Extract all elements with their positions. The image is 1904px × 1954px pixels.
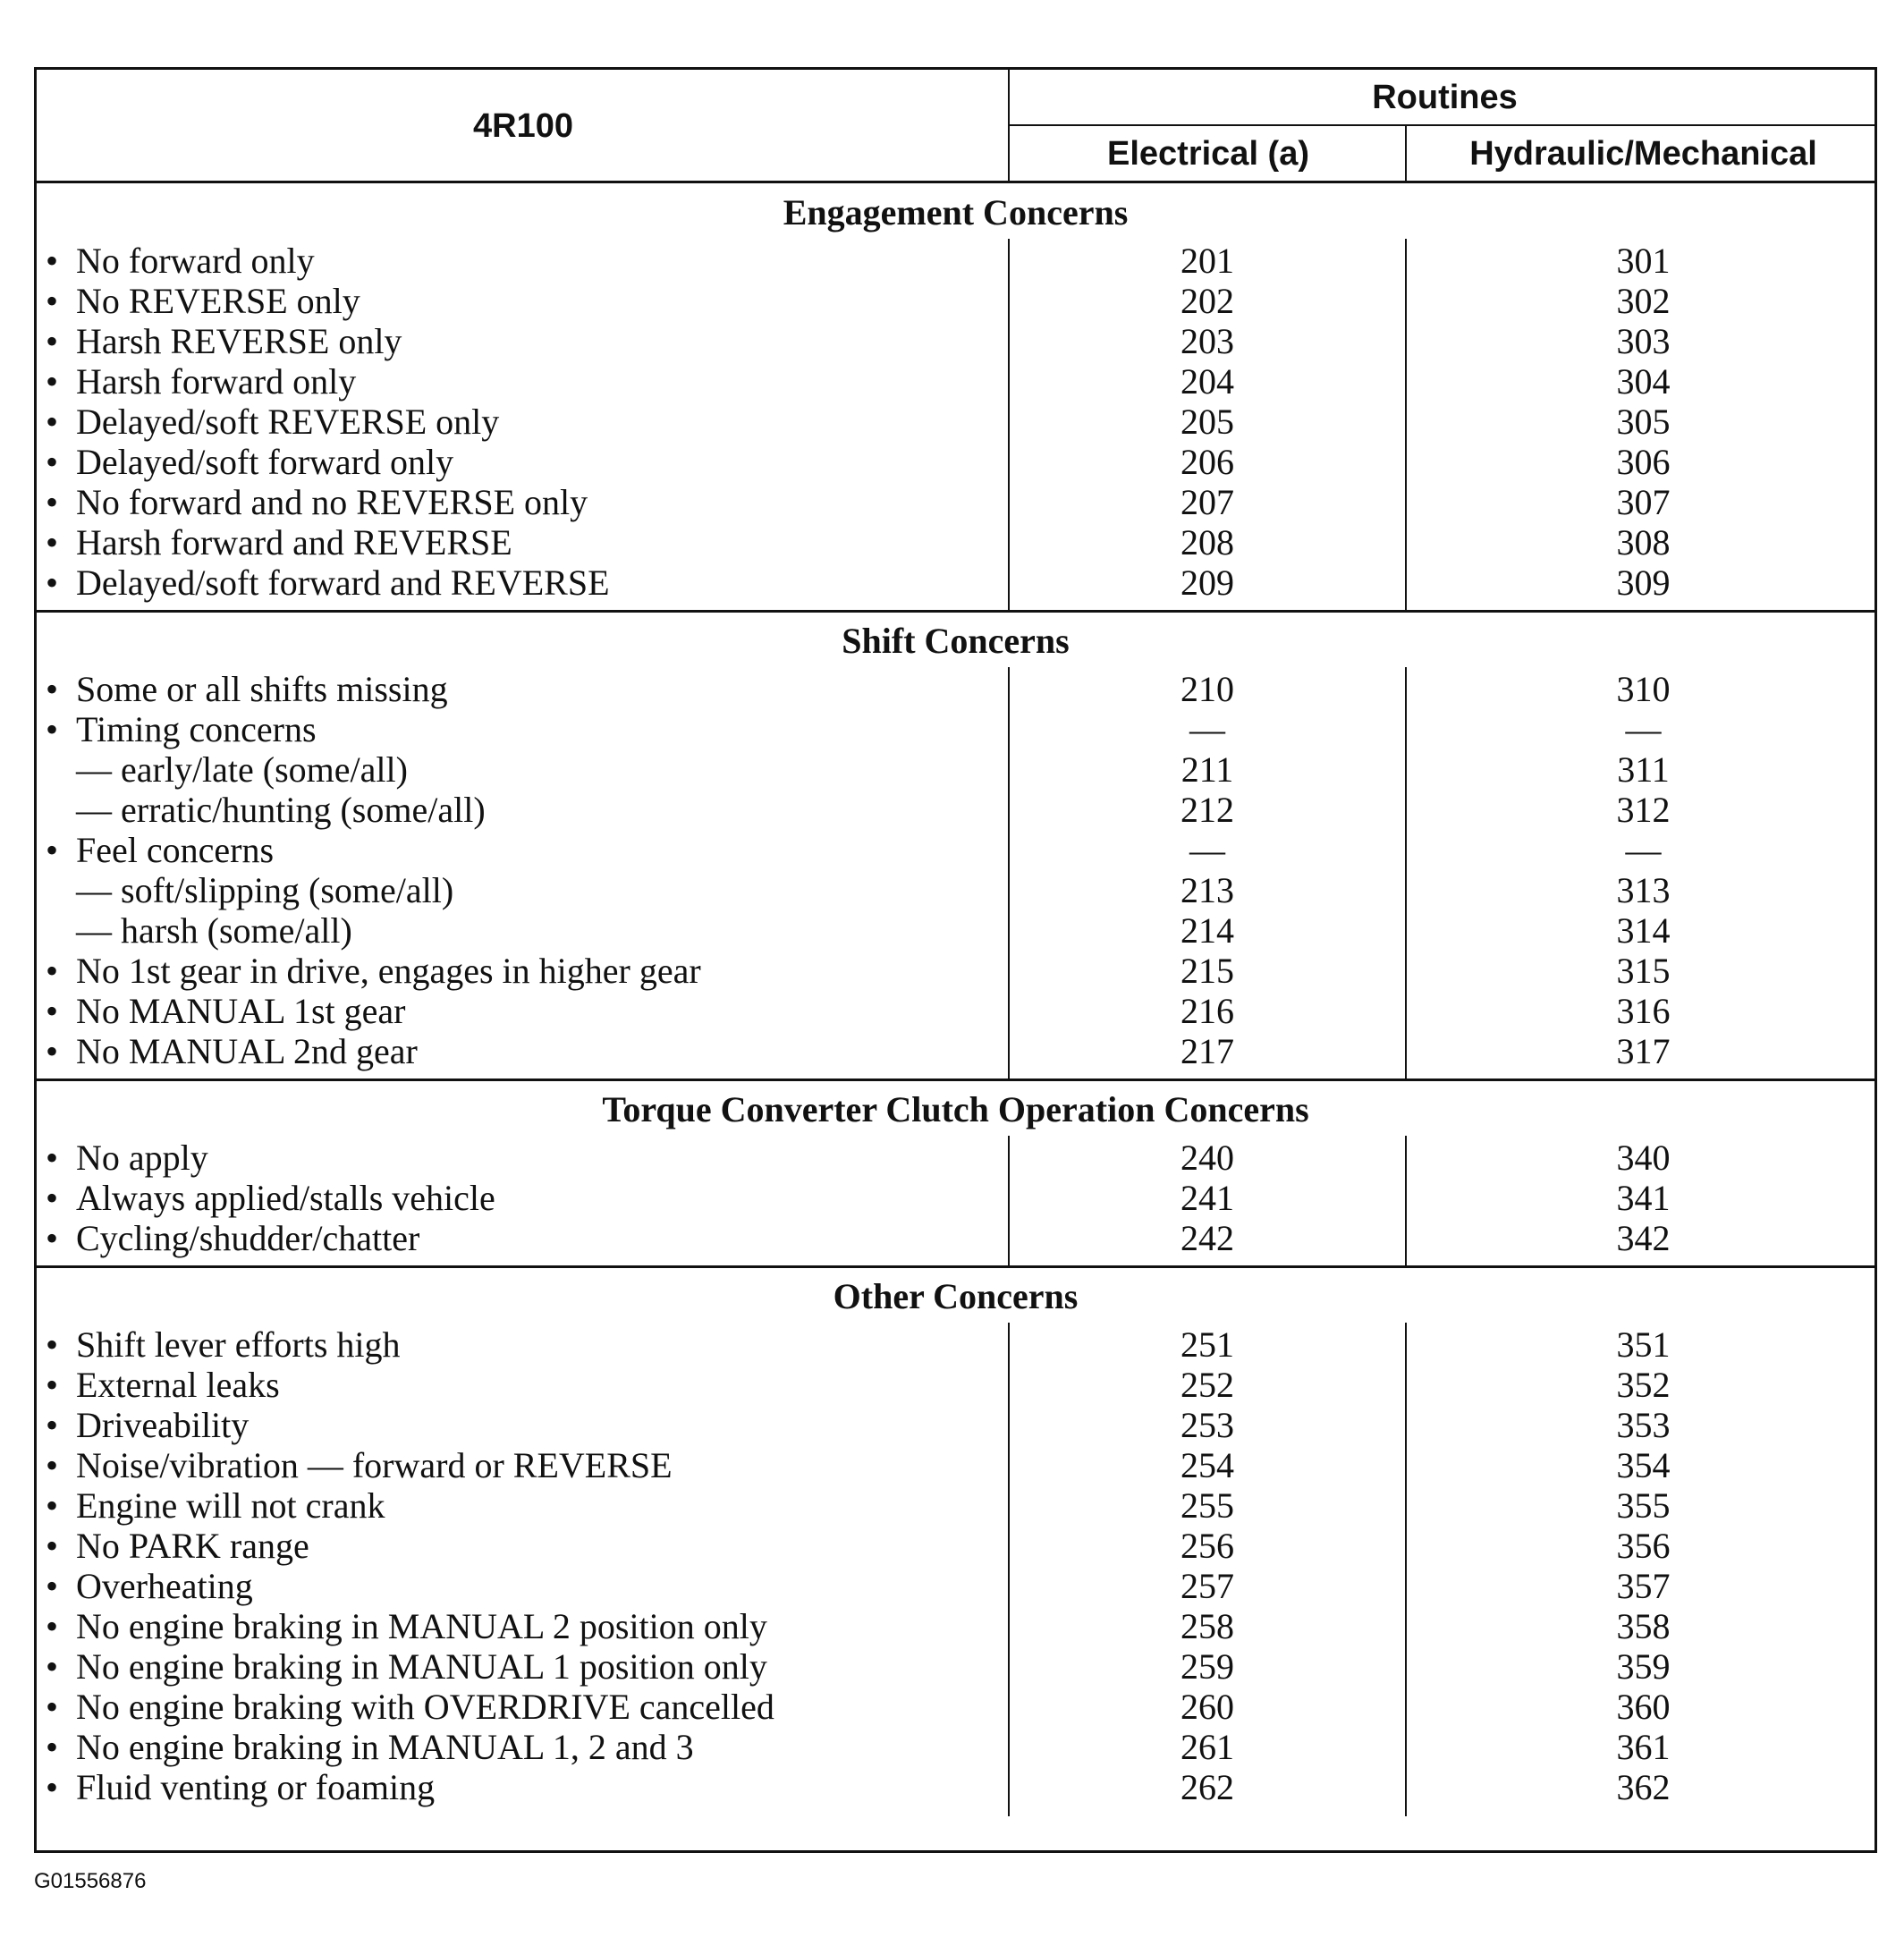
concern-label bbox=[46, 830, 274, 870]
concern-text: No engine braking in MANUAL 2 position only bbox=[76, 1606, 767, 1646]
section-rows bbox=[37, 1324, 1874, 1807]
electrical-routine: 210 bbox=[1180, 669, 1234, 709]
hydraulic-routine: 306 bbox=[1616, 442, 1671, 482]
bullet-icon: • bbox=[46, 1727, 59, 1767]
concern-label bbox=[46, 241, 315, 281]
hydraulic-routine: 302 bbox=[1616, 281, 1671, 321]
routines-header bbox=[1010, 70, 1880, 126]
electrical-routine: 203 bbox=[1180, 321, 1234, 361]
electrical-routine: 215 bbox=[1180, 951, 1234, 991]
concern-text: Overheating bbox=[76, 1566, 253, 1606]
bullet-icon: • bbox=[46, 482, 59, 522]
hydraulic-label: Hydraulic/Mechanical bbox=[1469, 135, 1817, 173]
hydraulic-routine: 309 bbox=[1616, 563, 1671, 603]
sub-concern-label bbox=[76, 910, 352, 951]
concern-text: Timing concerns bbox=[76, 709, 317, 749]
concern-label bbox=[46, 1365, 280, 1405]
concern-text: — erratic/hunting (some/all) bbox=[76, 790, 486, 830]
electrical-routine: 201 bbox=[1180, 241, 1234, 281]
table-row bbox=[37, 1727, 1874, 1767]
table-row bbox=[37, 522, 1874, 563]
bullet-icon: • bbox=[46, 1566, 59, 1606]
bullet-icon: • bbox=[46, 442, 59, 482]
concern-label bbox=[46, 1138, 208, 1178]
hydraulic-routine: 354 bbox=[1616, 1445, 1671, 1485]
electrical-routine: 214 bbox=[1180, 910, 1234, 951]
concern-text: Always applied/stalls vehicle bbox=[76, 1178, 495, 1218]
bullet-icon: • bbox=[46, 1606, 59, 1646]
electrical-routine: 216 bbox=[1180, 991, 1234, 1031]
bullet-icon: • bbox=[46, 1365, 59, 1405]
table-row bbox=[37, 709, 1874, 749]
electrical-routine: 256 bbox=[1180, 1526, 1234, 1566]
concern-label bbox=[46, 482, 588, 522]
electrical-routine: 254 bbox=[1180, 1445, 1234, 1485]
hydraulic-routine: 351 bbox=[1616, 1324, 1671, 1365]
electrical-routine: 240 bbox=[1180, 1138, 1234, 1178]
table-row bbox=[37, 1031, 1874, 1071]
bullet-icon: • bbox=[46, 951, 59, 991]
section-1 bbox=[37, 183, 1874, 612]
concern-text: Harsh forward and REVERSE bbox=[76, 522, 512, 563]
bullet-icon: • bbox=[46, 402, 59, 442]
bullet-icon: • bbox=[46, 563, 59, 603]
bullet-icon: • bbox=[46, 1218, 59, 1258]
concern-label bbox=[46, 361, 356, 402]
hydraulic-routine: 353 bbox=[1616, 1405, 1671, 1445]
section-title: Torque Converter Clutch Operation Concerns bbox=[602, 1088, 1309, 1129]
concern-label bbox=[46, 951, 701, 991]
hydraulic-routine: 352 bbox=[1616, 1365, 1671, 1405]
concern-label bbox=[46, 522, 512, 563]
section-3 bbox=[37, 1080, 1874, 1267]
electrical-routine: 204 bbox=[1180, 361, 1234, 402]
sub-concern-label bbox=[76, 790, 486, 830]
hydraulic-routine: 356 bbox=[1616, 1526, 1671, 1566]
concern-label bbox=[46, 1218, 419, 1258]
concern-label bbox=[46, 1405, 249, 1445]
hydraulic-routine: 362 bbox=[1616, 1767, 1671, 1807]
table-row bbox=[37, 1445, 1874, 1485]
model-name: 4R100 bbox=[473, 106, 573, 145]
concern-text: Cycling/shudder/chatter bbox=[76, 1218, 420, 1258]
concern-label bbox=[46, 442, 453, 482]
bullet-icon: • bbox=[46, 1485, 59, 1526]
electrical-routine: 207 bbox=[1180, 482, 1234, 522]
diagnostic-routines-table bbox=[34, 67, 1877, 1853]
section-rows bbox=[37, 669, 1874, 1071]
table-row bbox=[37, 281, 1874, 321]
concern-text: No 1st gear in drive, engages in higher gear bbox=[76, 951, 701, 991]
table-row bbox=[37, 1606, 1874, 1646]
concern-label bbox=[46, 1727, 694, 1767]
bullet-icon: • bbox=[46, 1445, 59, 1485]
bullet-icon: • bbox=[46, 1324, 59, 1365]
electrical-header bbox=[1010, 126, 1407, 182]
hydraulic-routine: 359 bbox=[1616, 1646, 1671, 1687]
table-row bbox=[37, 563, 1874, 603]
hydraulic-routine: 313 bbox=[1616, 870, 1671, 910]
concern-text: Delayed/soft REVERSE only bbox=[76, 402, 500, 442]
electrical-routine: 202 bbox=[1180, 281, 1234, 321]
electrical-routine: — bbox=[1189, 709, 1225, 749]
concern-label bbox=[46, 1767, 435, 1807]
table-row bbox=[37, 241, 1874, 281]
concern-text: Driveability bbox=[76, 1405, 250, 1445]
hydraulic-routine: 317 bbox=[1616, 1031, 1671, 1071]
hydraulic-routine: 303 bbox=[1616, 321, 1671, 361]
electrical-routine: 205 bbox=[1180, 402, 1234, 442]
figure-id: G01556876 bbox=[34, 1869, 147, 1893]
table-row bbox=[37, 482, 1874, 522]
hydraulic-routine: 316 bbox=[1616, 991, 1671, 1031]
concern-text: — soft/slipping (some/all) bbox=[76, 870, 454, 910]
electrical-routine: 217 bbox=[1180, 1031, 1234, 1071]
table-row bbox=[37, 1405, 1874, 1445]
hydraulic-routine: 355 bbox=[1616, 1485, 1671, 1526]
concern-label bbox=[46, 1526, 309, 1566]
concern-label bbox=[46, 669, 448, 709]
electrical-routine: 212 bbox=[1180, 790, 1234, 830]
bullet-icon: • bbox=[46, 1138, 59, 1178]
header-divider-left bbox=[1008, 70, 1010, 182]
table-row bbox=[37, 991, 1874, 1031]
concern-text: Fluid venting or foaming bbox=[76, 1767, 436, 1807]
table-row bbox=[37, 1687, 1874, 1727]
hydraulic-routine: 301 bbox=[1616, 241, 1671, 281]
concern-label bbox=[46, 1646, 767, 1687]
electrical-routine: 255 bbox=[1180, 1485, 1234, 1526]
electrical-routine: 242 bbox=[1180, 1218, 1234, 1258]
bullet-icon: • bbox=[46, 1646, 59, 1687]
hydraulic-routine: 310 bbox=[1616, 669, 1671, 709]
hydraulic-routine: 312 bbox=[1616, 790, 1671, 830]
table-row bbox=[37, 790, 1874, 830]
bullet-icon: • bbox=[46, 321, 59, 361]
bullet-icon: • bbox=[46, 1405, 59, 1445]
concern-text: Harsh forward only bbox=[76, 361, 357, 402]
concern-text: Engine will not crank bbox=[76, 1485, 385, 1526]
model-header bbox=[37, 70, 1010, 182]
table-row bbox=[37, 1566, 1874, 1606]
section-2 bbox=[37, 612, 1874, 1080]
bullet-icon: • bbox=[46, 361, 59, 402]
electrical-routine: 251 bbox=[1180, 1324, 1234, 1365]
table-row bbox=[37, 830, 1874, 870]
routines-underline bbox=[1010, 124, 1874, 126]
hydraulic-routine: 308 bbox=[1616, 522, 1671, 563]
electrical-routine: 209 bbox=[1180, 563, 1234, 603]
sub-concern-label bbox=[76, 870, 453, 910]
bullet-icon: • bbox=[46, 1178, 59, 1218]
hydraulic-routine: 358 bbox=[1616, 1606, 1671, 1646]
table-row bbox=[37, 1324, 1874, 1365]
section-rows bbox=[37, 241, 1874, 603]
concern-text: Delayed/soft forward and REVERSE bbox=[76, 563, 610, 603]
routines-label: Routines bbox=[1372, 79, 1518, 116]
concern-text: Some or all shifts missing bbox=[76, 669, 448, 709]
table-row bbox=[37, 749, 1874, 790]
hydraulic-routine: 342 bbox=[1616, 1218, 1671, 1258]
concern-label bbox=[46, 1031, 418, 1071]
table-row bbox=[37, 1218, 1874, 1258]
table-row bbox=[37, 1178, 1874, 1218]
hydraulic-routine: 315 bbox=[1616, 951, 1671, 991]
table-row bbox=[37, 1365, 1874, 1405]
bullet-icon: • bbox=[46, 281, 59, 321]
concern-text: Feel concerns bbox=[76, 830, 275, 870]
concern-label bbox=[46, 1566, 253, 1606]
electrical-routine: 252 bbox=[1180, 1365, 1234, 1405]
hydraulic-routine: 305 bbox=[1616, 402, 1671, 442]
header-divider-right bbox=[1405, 126, 1407, 182]
concern-label bbox=[46, 991, 405, 1031]
hydraulic-routine: 340 bbox=[1616, 1138, 1671, 1178]
table-row bbox=[37, 321, 1874, 361]
concern-label bbox=[46, 281, 360, 321]
concern-text: Noise/vibration — forward or REVERSE bbox=[76, 1445, 673, 1485]
hydraulic-routine: 314 bbox=[1616, 910, 1671, 951]
concern-label bbox=[46, 1324, 401, 1365]
hydraulic-routine: 361 bbox=[1616, 1727, 1671, 1767]
table-row bbox=[37, 951, 1874, 991]
hydraulic-routine: 341 bbox=[1616, 1178, 1671, 1218]
concern-text: No apply bbox=[76, 1138, 208, 1178]
concern-label bbox=[46, 709, 317, 749]
concern-label bbox=[46, 1178, 495, 1218]
hydraulic-header bbox=[1407, 126, 1880, 182]
table-row bbox=[37, 402, 1874, 442]
concern-text: Shift lever efforts high bbox=[76, 1324, 401, 1365]
concern-label bbox=[46, 1485, 385, 1526]
table-row bbox=[37, 910, 1874, 951]
hydraulic-routine: 311 bbox=[1617, 749, 1670, 790]
table-row bbox=[37, 1138, 1874, 1178]
section-title: Engagement Concerns bbox=[783, 191, 1129, 233]
electrical-routine: 259 bbox=[1180, 1646, 1234, 1687]
concern-label bbox=[46, 1445, 673, 1485]
concern-text: No forward only bbox=[76, 241, 315, 281]
bullet-icon: • bbox=[46, 1526, 59, 1566]
concern-text: — harsh (some/all) bbox=[76, 910, 352, 951]
electrical-routine: 208 bbox=[1180, 522, 1234, 563]
concern-label bbox=[46, 1687, 774, 1727]
concern-label bbox=[46, 1606, 767, 1646]
table-row bbox=[37, 1526, 1874, 1566]
table-row bbox=[37, 1767, 1874, 1807]
electrical-routine: 206 bbox=[1180, 442, 1234, 482]
concern-text: No forward and no REVERSE only bbox=[76, 482, 588, 522]
bullet-icon: • bbox=[46, 1031, 59, 1071]
electrical-routine: 241 bbox=[1180, 1178, 1234, 1218]
bullet-icon: • bbox=[46, 241, 59, 281]
electrical-routine: 213 bbox=[1180, 870, 1234, 910]
hydraulic-routine: 304 bbox=[1616, 361, 1671, 402]
bullet-icon: • bbox=[46, 830, 59, 870]
concern-text: No MANUAL 2nd gear bbox=[76, 1031, 418, 1071]
concern-text: External leaks bbox=[76, 1365, 280, 1405]
concern-text: Delayed/soft forward only bbox=[76, 442, 454, 482]
table-row bbox=[37, 361, 1874, 402]
electrical-routine: 257 bbox=[1180, 1566, 1234, 1606]
electrical-routine: 262 bbox=[1180, 1767, 1234, 1807]
electrical-routine: — bbox=[1189, 830, 1225, 870]
bullet-icon: • bbox=[46, 1687, 59, 1727]
bullet-icon: • bbox=[46, 522, 59, 563]
concern-text: No REVERSE only bbox=[76, 281, 360, 321]
concern-text: No PARK range bbox=[76, 1526, 309, 1566]
electrical-routine: 253 bbox=[1180, 1405, 1234, 1445]
hydraulic-routine: 307 bbox=[1616, 482, 1671, 522]
section-title: Shift Concerns bbox=[842, 620, 1070, 661]
section-rows bbox=[37, 1138, 1874, 1258]
bullet-icon: • bbox=[46, 1767, 59, 1807]
electrical-routine: 260 bbox=[1180, 1687, 1234, 1727]
table-row bbox=[37, 442, 1874, 482]
concern-label bbox=[46, 563, 610, 603]
table-row bbox=[37, 1646, 1874, 1687]
concern-label bbox=[46, 321, 402, 361]
bullet-icon: • bbox=[46, 991, 59, 1031]
hydraulic-routine: 360 bbox=[1616, 1687, 1671, 1727]
electrical-label: Electrical (a) bbox=[1107, 135, 1309, 173]
concern-label bbox=[46, 402, 499, 442]
section-title: Other Concerns bbox=[833, 1275, 1079, 1316]
bullet-icon: • bbox=[46, 709, 59, 749]
concern-text: No engine braking in MANUAL 1 position only bbox=[76, 1646, 767, 1687]
electrical-routine: 211 bbox=[1180, 749, 1234, 790]
sub-concern-label bbox=[76, 749, 408, 790]
table-row bbox=[37, 870, 1874, 910]
hydraulic-routine: — bbox=[1625, 830, 1662, 870]
concern-text: Harsh REVERSE only bbox=[76, 321, 402, 361]
hydraulic-routine: — bbox=[1625, 709, 1662, 749]
concern-text: No engine braking in MANUAL 1, 2 and 3 bbox=[76, 1727, 694, 1767]
section-4 bbox=[37, 1267, 1874, 1816]
hydraulic-routine: 357 bbox=[1616, 1566, 1671, 1606]
electrical-routine: 261 bbox=[1180, 1727, 1234, 1767]
bullet-icon: • bbox=[46, 669, 59, 709]
table-row bbox=[37, 1485, 1874, 1526]
concern-text: No MANUAL 1st gear bbox=[76, 991, 406, 1031]
electrical-routine: 258 bbox=[1180, 1606, 1234, 1646]
concern-text: — early/late (some/all) bbox=[76, 749, 408, 790]
table-row bbox=[37, 669, 1874, 709]
concern-text: No engine braking with OVERDRIVE cancelled bbox=[76, 1687, 774, 1727]
